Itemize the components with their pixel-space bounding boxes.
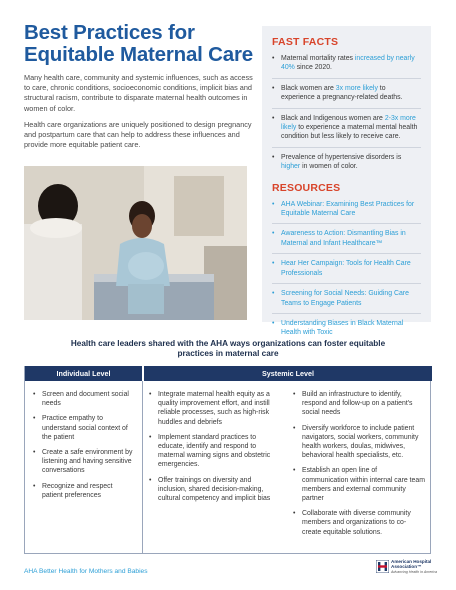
sidebar-panel: [262, 26, 431, 337]
aha-logo[interactable]: [376, 559, 438, 581]
bullet-icon: •: [272, 290, 275, 298]
list-item: [33, 482, 133, 500]
list-item: [149, 390, 279, 427]
fact-text: Black women are: [281, 84, 336, 92]
clinic-scene-image: [24, 166, 247, 320]
fast-fact-item: [272, 114, 421, 148]
resource-link-text[interactable]: AHA Webinar: Examining Best Practices for Equitable Maternal Care: [281, 200, 415, 218]
section-heading: Health care leaders shared with the AHA ways organizations can foster equitable practices in maternal care: [70, 339, 386, 358]
bullet-icon: •: [293, 510, 296, 518]
bullet-icon: •: [33, 391, 36, 398]
list-item: [293, 509, 425, 537]
list-item: [33, 390, 133, 408]
bullet-icon: •: [272, 55, 275, 62]
list-item-text: Offer trainings on diversity and inclusion, shared decision-making, cultural competency and implicit bias: [158, 476, 271, 503]
bullet-icon: •: [272, 114, 275, 122]
bullet-icon: •: [272, 84, 275, 92]
bullet-icon: •: [293, 467, 296, 475]
fact-highlight: higher: [281, 163, 301, 171]
bullet-icon: •: [272, 319, 275, 327]
bullet-icon: •: [272, 153, 275, 161]
list-item: [293, 466, 425, 503]
fact-text: in women of color.: [300, 163, 358, 171]
bullet-icon: •: [149, 391, 152, 398]
bullet-icon: •: [293, 391, 296, 398]
list-item: [149, 476, 279, 504]
logo-tagline: Advancing Health in America: [391, 570, 438, 574]
list-item: [33, 448, 133, 476]
list-item-text: Practice empathy to understand social context of the patient: [42, 415, 128, 441]
intro-paragraph: Many health care, community and systemic influences, such as access to care, chronic conditions, socioeconomic conditions, implicit bias and structural racism, contribute to disparate maternal health outcomes in women of color.: [24, 73, 253, 113]
individual-column: [33, 390, 133, 506]
systemic-level-header: Systemic Level: [144, 366, 432, 381]
intro-text: [24, 73, 256, 156]
systemic-column-left: [149, 390, 279, 509]
resource-link-text[interactable]: Understanding Biases in Black Maternal Health with Toxic: [281, 319, 404, 337]
bullet-icon: •: [33, 449, 36, 457]
list-item: [293, 424, 425, 461]
bullet-icon: •: [272, 230, 275, 238]
list-item: [149, 433, 279, 470]
logo-name: American Hospital Association™: [391, 559, 432, 569]
fact-highlight: 3x more likely: [335, 84, 378, 92]
fact-text: Black and Indigenous women are: [281, 114, 385, 122]
fact-highlight: increased by nearly 40%: [281, 55, 415, 72]
fast-fact-item: [272, 84, 421, 109]
fact-text: to experience a pregnancy-related deaths.: [281, 84, 403, 102]
resource-link[interactable]: [272, 200, 421, 225]
list-item: [293, 390, 425, 418]
footer-text: AHA Better Health for Mothers and Babies: [24, 568, 148, 575]
systemic-column-right: [293, 390, 425, 543]
bullet-icon: •: [149, 433, 152, 441]
page-title: Best Practices for Equitable Maternal Care: [24, 21, 253, 66]
bullet-icon: •: [272, 260, 275, 268]
list-item-text: Create a safe environment by listening and having sensitive conversations: [42, 449, 133, 475]
fact-text: Prevalence of hypertensive disorders is: [281, 153, 402, 161]
fact-text: to experience a maternal mental health condition but less likely to receive care.: [281, 124, 418, 141]
fact-text: since 2020.: [294, 64, 332, 72]
resource-link[interactable]: [272, 289, 421, 314]
bullet-icon: •: [33, 415, 36, 423]
intro-paragraph: Health care organizations are uniquely positioned to design pregnancy and postpartum care that can help to address these influences and provide more equitable patient care.: [24, 119, 252, 150]
list-item-text: Establish an open line of communication within internal care team members and external community partner: [302, 467, 425, 503]
fact-text: Maternal mortality rates: [281, 55, 355, 62]
resource-link-text[interactable]: Awareness to Action: Dismantling Bias in Maternal and Infant Healthcare™: [281, 230, 406, 247]
aha-logo-icon: [376, 560, 389, 573]
list-item-text: Recognize and respect patient preferences: [42, 482, 113, 499]
resources-list: [272, 200, 421, 343]
practices-table: [24, 366, 431, 554]
list-item-text: Collaborate with diverse community members and organizations to co-create equitable solutions.: [302, 510, 411, 536]
resources-heading: RESOURCES: [272, 181, 341, 194]
fast-fact-item: [272, 153, 421, 177]
list-item: [33, 414, 133, 442]
list-item-text: Build an infrastructure to identify, respond and follow-up on a patient's social needs: [302, 391, 413, 417]
resource-link-text[interactable]: Screening for Social Needs: Guiding Care Teams to Engage Patients: [281, 290, 409, 307]
fast-facts-heading: FAST FACTS: [272, 36, 339, 48]
fact-highlight: 2-3x more likely: [281, 114, 416, 132]
list-item-text: Screen and document social needs: [42, 391, 129, 408]
bullet-icon: •: [272, 200, 275, 208]
hero-photo: [24, 166, 247, 320]
bullet-icon: •: [293, 424, 296, 432]
list-item-text: Diversify workforce to include patient navigators, social workers, community health workers, doulas, midwives, behavioral health specialists, etc.: [302, 424, 419, 460]
column-divider: [142, 381, 143, 553]
individual-level-header: Individual Level: [25, 366, 142, 381]
list-item-text: Integrate maternal health equity as a quality improvement effort, and instill reliable processes, such as high-risk huddles and debriefs: [158, 391, 270, 426]
fast-fact-item: [272, 54, 421, 79]
bullet-icon: •: [149, 476, 152, 484]
resource-link-text[interactable]: Hear Her Campaign: Tools for Health Care Professionals: [281, 260, 411, 277]
resource-link[interactable]: [272, 229, 421, 254]
list-item-text: Implement standard practices to educate, identify and respond to maternal warning signs and obstetric emergencies.: [158, 433, 271, 469]
bullet-icon: •: [33, 482, 36, 490]
fast-facts-list: [272, 54, 421, 177]
resource-link[interactable]: [272, 259, 421, 284]
